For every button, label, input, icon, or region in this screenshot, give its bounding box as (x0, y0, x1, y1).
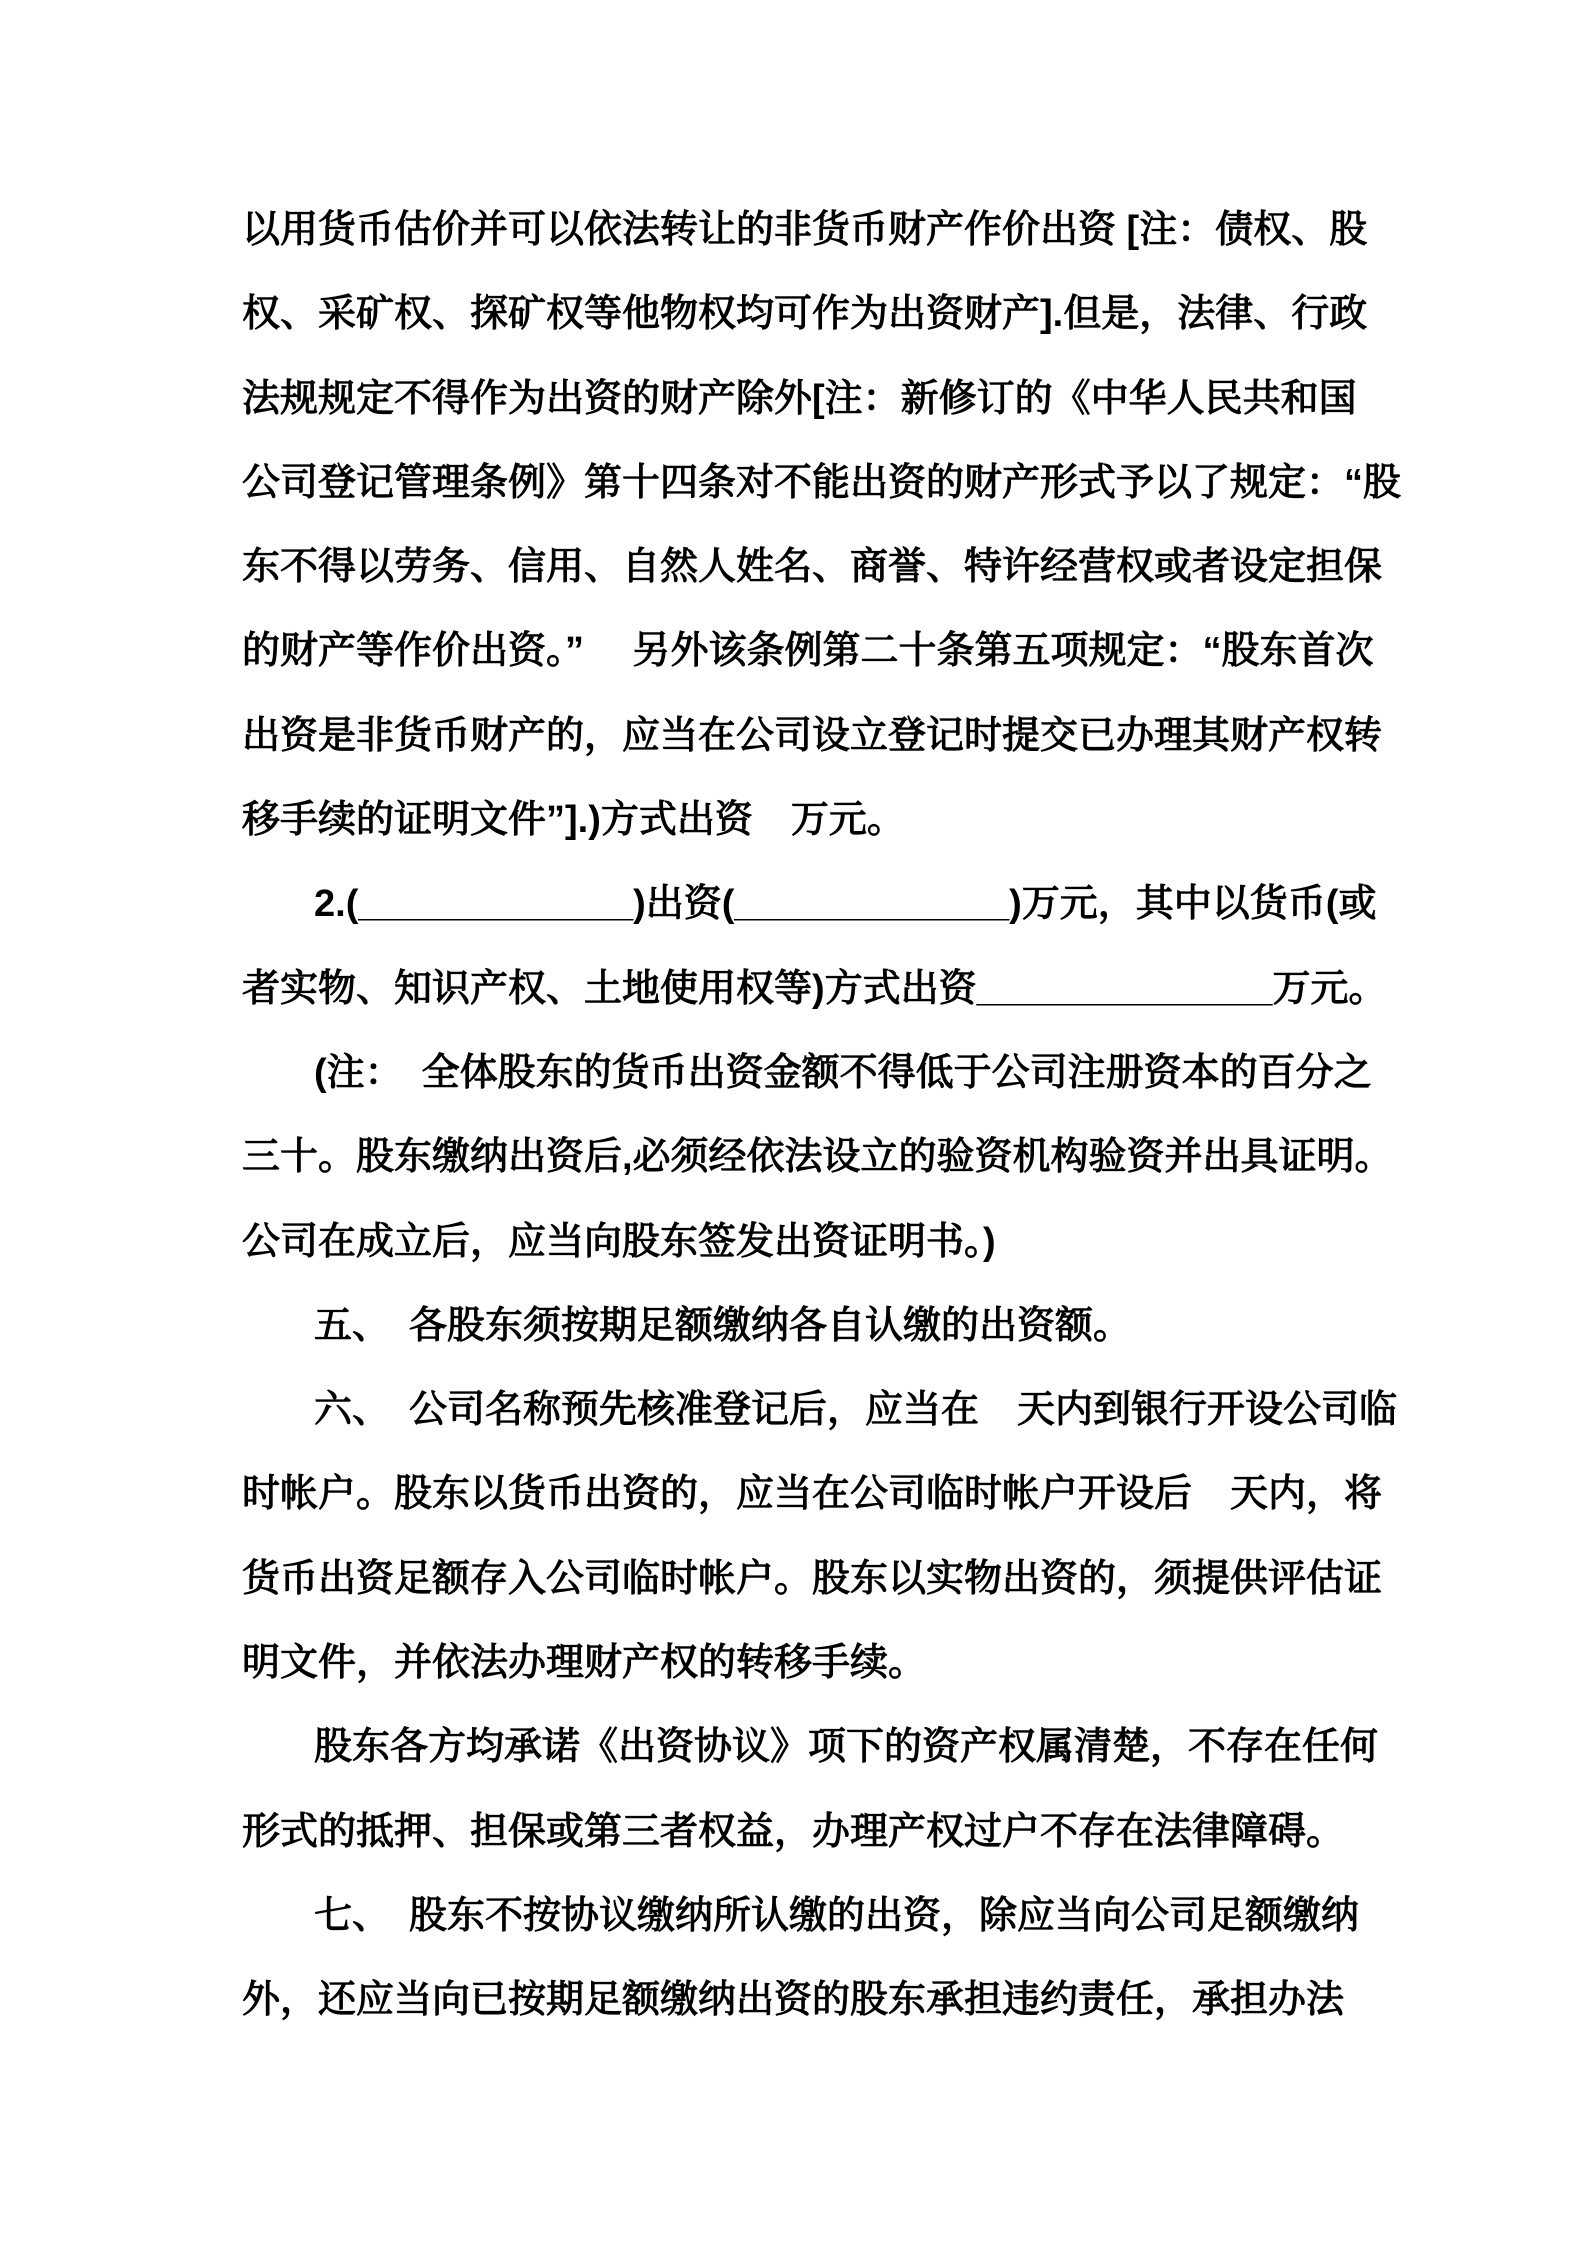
text-line: (注： 全体股东的货币出资金额不得低于公司注册资本的百分之 (314, 1051, 1372, 1094)
text-line: 货币出资足额存入公司临时帐户。股东以实物出资的，须提供评估证 (242, 1557, 1383, 1600)
text-line: 明文件，并依法办理财产权的转移手续。 (242, 1642, 927, 1685)
text-line: 公司在成立后，应当向股东签发出资证明书。) (242, 1220, 996, 1263)
text-line: 时帐户。股东以货币出资的，应当在公司临时帐户开设后 天内，将 (242, 1473, 1383, 1516)
text-line: 七、 股东不按协议缴纳所认缴的出资，除应当向公司足额缴纳 (314, 1894, 1360, 1937)
text-line: 出资是非货币财产的，应当在公司设立登记时提交已办理其财产权转 (242, 714, 1383, 757)
text-line: 外，还应当向已按期足额缴纳出资的股东承担违约责任，承担办法 (242, 1979, 1345, 2022)
text-line: 股东各方均承诺《出资协议》项下的资产权属清楚，不存在任何 (314, 1726, 1379, 1769)
text-line: 的财产等作价出资。” 另外该条例第二十条第五项规定：“股东首次 (242, 630, 1374, 673)
text-line: 2.(_____________)出资(_____________)万元，其中以货币(或 (314, 883, 1377, 926)
text-line: 法规规定不得作为出资的财产除外[注：新修订的《中华人民共和国 (242, 377, 1357, 420)
text-line: 五、 各股东须按期足额缴纳各自认缴的出资额。 (314, 1304, 1132, 1347)
text-line: 东不得以劳务、信用、自然人姓名、商誉、特许经营权或者设定担保 (242, 546, 1383, 589)
text-line: 移手续的证明文件”].)方式出资 万元。 (242, 799, 905, 842)
text-line: 者实物、知识产权、土地使用权等)方式出资______________万元。 (242, 967, 1387, 1010)
text-line: 六、 公司名称预先核准登记后，应当在 天内到银行开设公司临 (314, 1389, 1398, 1432)
text-line: 三十。股东缴纳出资后,必须经依法设立的验资机构验资并出具证明。 (242, 1136, 1393, 1179)
text-line: 以用货币估价并可以依法转让的非货币财产作价出资 [注：债权、股 (242, 209, 1368, 251)
text-line: 公司登记管理条例》第十四条对不能出资的财产形式予以了规定：“股 (242, 461, 1402, 504)
text-line: 形式的抵押、担保或第三者权益，办理产权过户不存在法律障碍。 (242, 1810, 1345, 1853)
text-line: 权、采矿权、探矿权等他物权均可作为出资财产].但是，法律、行政 (242, 293, 1368, 336)
